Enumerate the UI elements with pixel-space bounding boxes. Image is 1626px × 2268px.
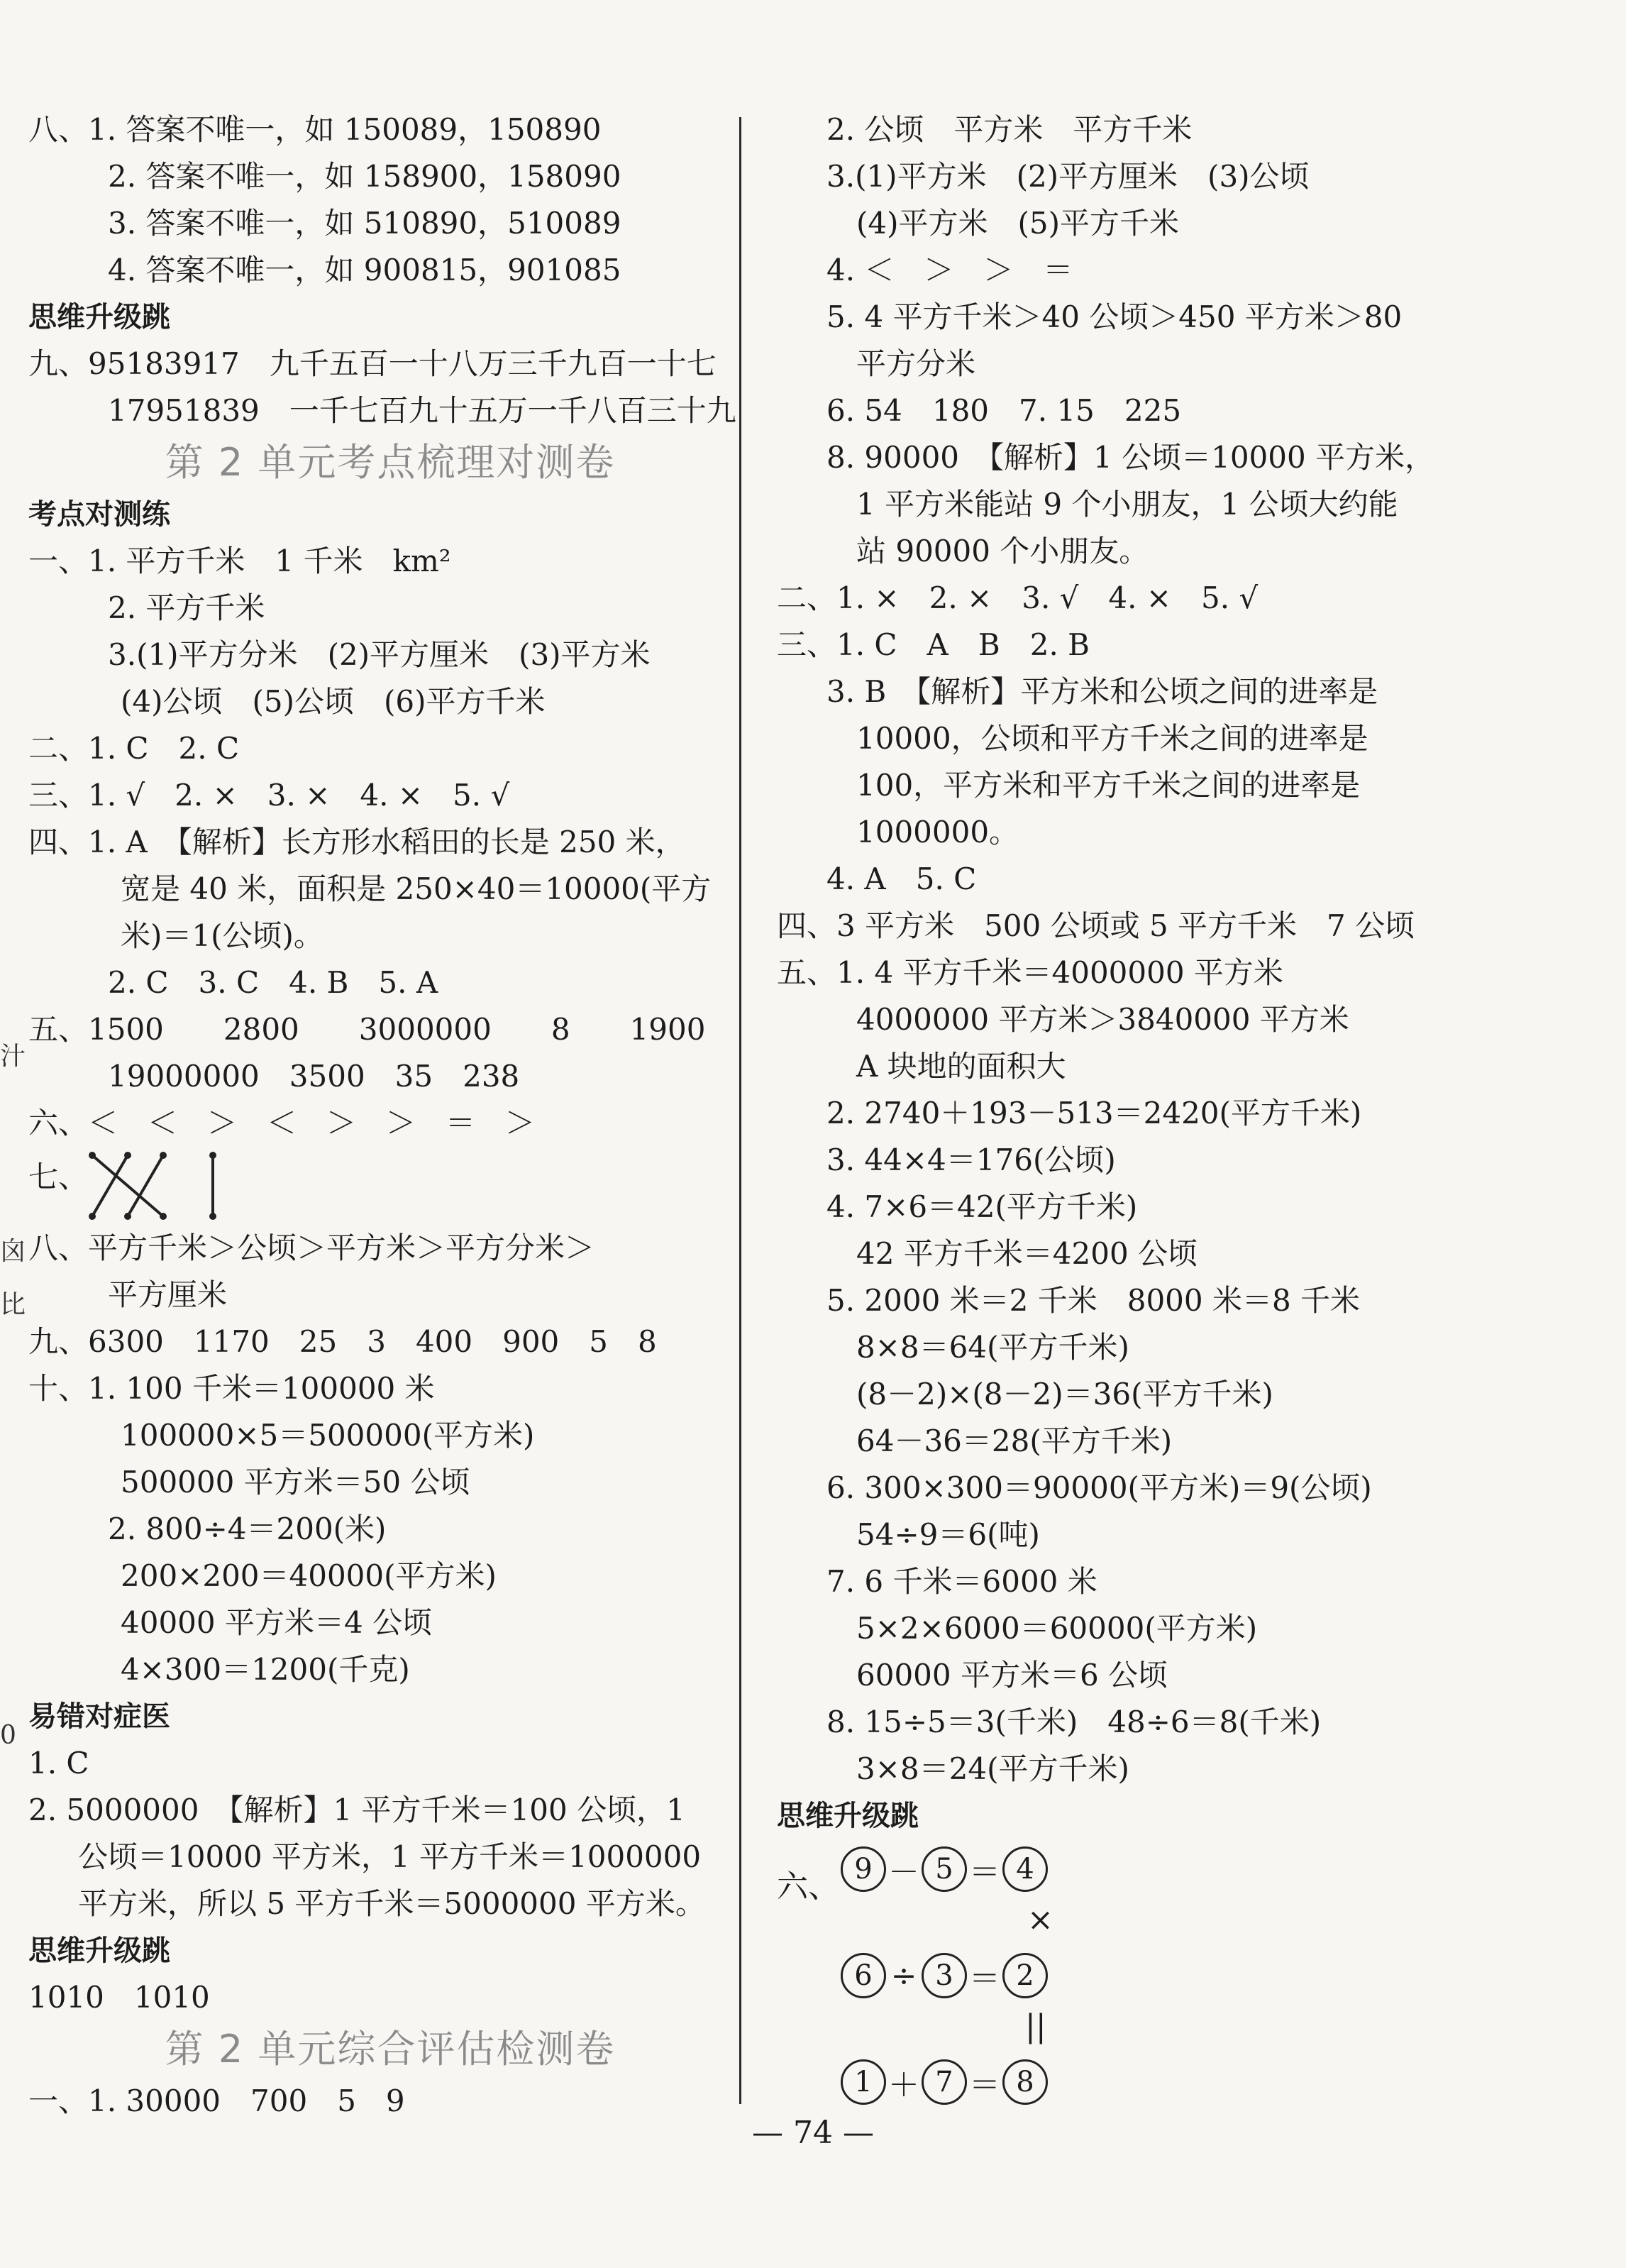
answer-line: 19000000 3500 35 238 [108,1059,520,1094]
circled-number: 9 [841,1846,886,1892]
answer-line: 2. 2740＋193－513＝2420(平方千米) [826,1096,1362,1130]
answer-line: 八、平方千米＞公顷＞平方米＞平方分米＞ [28,1231,595,1265]
edge-char: 汁 [0,1042,26,1071]
circled-number: 1 [841,2059,886,2105]
answer-line: 1 平方米能站 9 个小朋友，1 公顷大约能 [856,487,1398,522]
answer-line: 10000，公顷和平方千米之间的进率是 [856,721,1368,756]
question-seven-label: 七、 [28,1160,89,1194]
section-heading: 思维升级跳 [777,1800,919,1832]
answer-line: 100，平方米和平方千米之间的进率是 [856,768,1361,803]
answer-line: 平方米，所以 5 平方千米＝5000000 平方米。 [78,1886,705,1921]
page-number: — 74 — [752,2115,874,2151]
answer-line: 1010 1010 [28,1980,210,2015]
answer-line: (8－2)×(8－2)＝36(平方千米) [856,1377,1273,1411]
edge-char: 比 [0,1290,26,1319]
circled-number: 8 [1002,2059,1048,2105]
answer-line: 100000×5＝500000(平方米) [121,1418,535,1453]
answer-line: 6. 54 180 7. 15 225 [826,393,1182,428]
operator: ÷ [890,1957,917,1994]
answer-line: 2. 平方千米 [108,590,265,625]
answer-line: 一、1. 平方千米 1 千米 km² [28,544,451,578]
answer-line: 五、1. 4 平方千米＝4000000 平方米 [777,955,1283,990]
answer-line: A 块地的面积大 [856,1049,1066,1084]
answer-line: 4000000 平方米＞3840000 平方米 [856,1002,1349,1037]
answer-line: 2. 800÷4＝200(米) [108,1512,387,1546]
operator: － [888,1854,919,1890]
answer-line: 五、1500 2800 3000000 8 1900 [28,1012,706,1047]
answer-line: 公顷＝10000 平方米，1 平方千米＝1000000 [78,1839,702,1874]
answer-line: (4)平方米 (5)平方千米 [856,206,1179,241]
answer-line: 7. 6 千米＝6000 米 [826,1564,1097,1599]
answer-line: 二、1. × 2. × 3. √ 4. × 5. √ [777,580,1259,615]
operator: ＝ [969,1961,1000,1997]
vertical-op-equal: || [1025,2008,1046,2044]
answer-line: 3. 答案不唯一，如 510890，510089 [108,206,621,241]
answer-line: 平方分米 [856,346,976,381]
answer-line: 4. 7×6＝42(平方千米) [826,1189,1138,1224]
circled-number: 4 [1002,1846,1048,1892]
answer-line: 站 90000 个小朋友。 [856,534,1149,568]
section-heading: 思维升级跳 [28,1934,170,1967]
answer-line: 六、＜ ＜ ＞ ＜ ＞ ＞ ＝ ＞ [28,1106,536,1140]
answer-line: 60000 平方米＝6 公顷 [856,1658,1168,1692]
left-lines-part2 [28,491,752,1147]
answer-line: 宽是 40 米，面积是 250×40＝10000(平方 [121,871,712,906]
answer-line: 三、1. C A B 2. B [777,627,1090,662]
equation-row [841,2059,1048,2105]
answer-line: 8×8＝64(平方千米) [856,1330,1129,1365]
answer-line: 三、1. √ 2. × 3. × 4. × 5. √ [28,778,510,813]
answer-line: 54÷9＝6(吨) [856,1517,1040,1552]
circled-number: 6 [841,1953,886,1998]
question-six-label: 六、 [777,1868,839,1905]
answer-line: 2. 5000000 【解析】1 平方千米＝100 公顷，1 [28,1793,685,1827]
answer-line: 3. 44×4＝176(公顷) [826,1143,1116,1177]
right-column [777,106,1593,2166]
equation-row [841,1846,1048,1892]
answer-line: 九、95183917 九千五百一十八万三千九百一十七 [28,346,717,381]
section-heading: 考点对测练 [28,498,170,531]
answer-line: 3×8＝24(平方千米) [856,1751,1129,1786]
answer-line: 4. 答案不唯一，如 900815，901085 [108,253,621,287]
answer-line: 平方厘米 [108,1277,228,1312]
matching-lines-figure [28,1147,752,1225]
left-column [28,106,752,2125]
section-title-1: 第 2 单元考点梳理对测卷 [165,440,616,485]
operator: ＝ [969,1854,1000,1890]
answer-line: (4)公顷 (5)公顷 (6)平方千米 [121,684,546,719]
matching-lines-svg [85,1147,255,1225]
circled-number: 3 [922,1953,967,1998]
answer-line: 17951839 一千七百九十五万一千八百三十九 [108,393,736,428]
answer-line: 2. 答案不唯一，如 158900，158090 [108,159,621,194]
answer-line: 3. B 【解析】平方米和公顷之间的进率是 [826,674,1378,709]
answer-line: 4×300＝1200(千克) [121,1652,410,1687]
answer-line: 500000 平方米＝50 公顷 [121,1465,470,1499]
left-lines-part3 [28,1225,752,2021]
answer-line: 九、6300 1170 25 3 400 900 5 8 [28,1324,657,1359]
section-title-2: 第 2 单元综合评估检测卷 [165,2027,616,2071]
answer-line: 2. C 3. C 4. B 5. A [108,965,438,1000]
answer-line: 200×200＝40000(平方米) [121,1558,497,1593]
circled-number: 2 [1002,1953,1048,1998]
answer-line: 5×2×6000＝60000(平方米) [856,1611,1258,1646]
answer-line: 4. A 5. C [826,861,977,896]
answer-line: 1. C [28,1746,89,1780]
answer-line: 米)＝1(公顷)。 [121,918,323,953]
answer-line: 8. 15÷5＝3(千米) 48÷6＝8(千米) [826,1705,1322,1739]
section-heading: 易错对症医 [28,1700,170,1733]
circled-number: 5 [922,1846,967,1892]
left-lines-part1 [28,106,752,434]
circled-number: 7 [922,2059,967,2105]
answer-line: 42 平方千米＝4200 公顷 [856,1236,1198,1271]
answer-line: 3.(1)平方米 (2)平方厘米 (3)公顷 [826,159,1310,194]
edge-char: 囟 [0,1237,26,1266]
answer-line: 6. 300×300＝90000(平方米)＝9(公顷) [826,1470,1372,1505]
answer-line: 一、1. 30000 700 5 9 [28,2083,405,2118]
answer-line: 8. 90000 【解析】1 公顷＝10000 平方米， [826,440,1435,475]
operator: ＋ [888,2067,919,2103]
answer-line: 八、1. 答案不唯一，如 150089，150890 [28,112,602,147]
section-heading: 思维升级跳 [28,301,170,334]
answer-line: 2. 公顷 平方米 平方千米 [826,112,1193,147]
operator: ＝ [969,2067,1000,2103]
answer-line: 5. 4 平方千米＞40 公顷＞450 平方米＞80 [826,299,1403,334]
answer-line: 5. 2000 米＝2 千米 8000 米＝8 千米 [826,1283,1361,1318]
answer-line: 4. ＜ ＞ ＞ ＝ [826,253,1073,287]
right-lines [777,106,1593,1839]
answer-line: 40000 平方米＝4 公顷 [121,1605,433,1640]
answer-line: 十、1. 100 千米＝100000 米 [28,1371,435,1406]
answer-line: 3.(1)平方分米 (2)平方厘米 (3)平方米 [108,637,651,672]
answer-line: 64－36＝28(平方千米) [856,1424,1173,1458]
answer-line: 1000000。 [856,815,1019,849]
equation-row [841,1953,1048,1998]
answer-line: 四、1. A 【解析】长方形水稻田的长是 250 米， [28,825,685,859]
answer-line: 四、3 平方米 500 公顷或 5 平方千米 7 公顷 [777,908,1415,943]
answer-line: 二、1. C 2. C [28,731,240,766]
vertical-op-multiply: × [1027,1902,1053,1938]
edge-char: 0 [0,1721,16,1750]
